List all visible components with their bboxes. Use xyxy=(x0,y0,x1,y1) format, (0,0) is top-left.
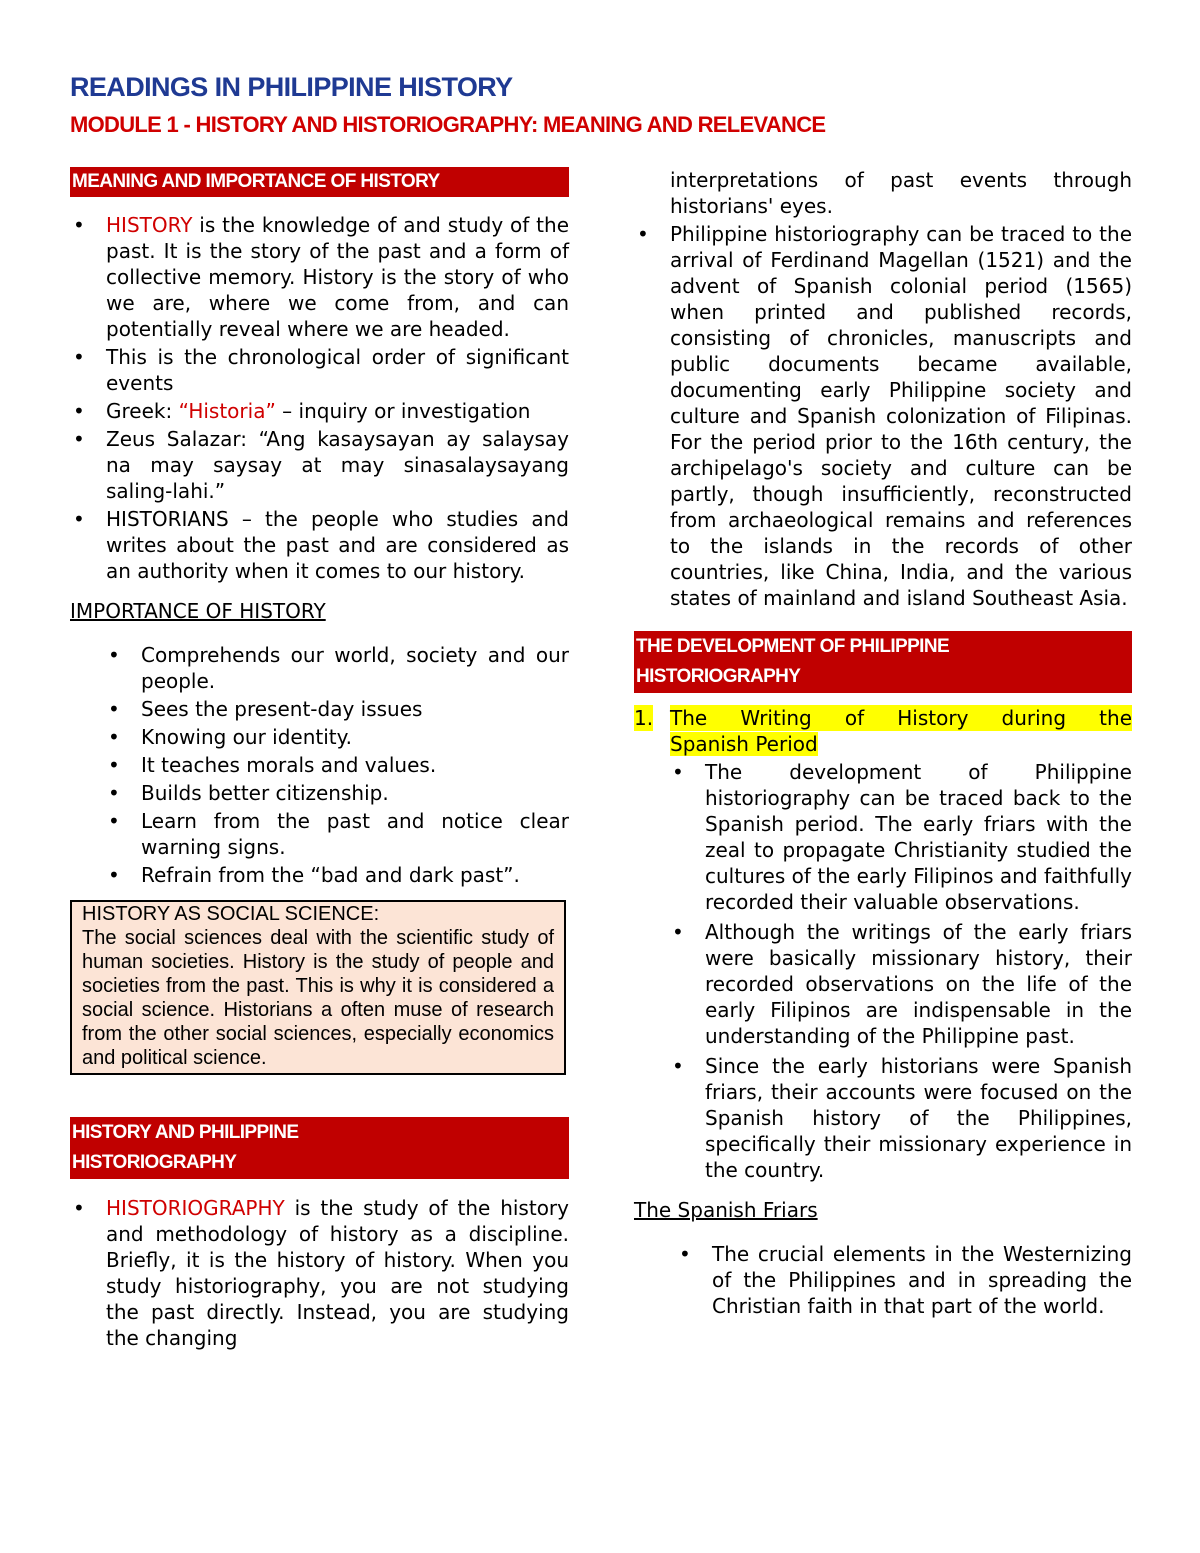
importance-heading: IMPORTANCE OF HISTORY xyxy=(70,599,326,623)
list-item xyxy=(106,212,569,342)
list-item: • Refrain from the “bad and dark past”. xyxy=(141,862,569,888)
list-item: • Although the writings of the early friars were basically missionary history, their recorded observations on the life of the early Filipinos are indispensable in the understanding of the Philippine past. xyxy=(705,919,1132,1049)
numbered-item-spanish-period xyxy=(634,705,1132,757)
importance-list xyxy=(70,642,569,888)
section-heading-meaning: MEANING AND IMPORTANCE OF HISTORY xyxy=(70,167,569,197)
list-item: • Builds better citizenship. xyxy=(141,780,569,806)
list-item: • This is the chronological order of significant events xyxy=(106,344,569,396)
historiography-term: HISTORIOGRAPHY xyxy=(106,1196,285,1220)
heading-line: HISTORIOGRAPHY xyxy=(636,666,801,687)
list-item: • Learn from the past and notice clear warning signs. xyxy=(141,808,569,860)
section-heading-development xyxy=(634,631,1132,693)
item-title: Spanish Period xyxy=(670,732,818,756)
historiography-list xyxy=(70,1195,569,1351)
list-item: • Philippine historiography can be traced to the arrival of Ferdinand Magellan (1521) and the advent of Spanish colonial period (1565) when printed and published records, consisting of chronicles, manuscripts and public documents became available, documenting early Philippine society and culture and Spanish colonization of Filipinas. For the period prior to the 16th century, the archipelago's society and culture can be partly, though insufficiently, reconstructed from archaeological remains and references to the islands in the records of other countries, like China, India, and the various states of mainland and island Southeast Asia. xyxy=(670,221,1132,611)
list-item: • HISTORIANS – the people who studies and writes about the past and are considered as an authority when it comes to our history. xyxy=(106,506,569,584)
list-item: • Sees the present-day issues xyxy=(141,696,569,722)
historiography-list-continued xyxy=(634,167,1132,611)
list-item xyxy=(106,1195,569,1351)
social-science-heading: HISTORY AS SOCIAL SCIENCE: xyxy=(82,903,380,925)
list-item-continued: interpretations of past events through historians' eyes. xyxy=(670,168,1132,218)
spanish-friars-heading: The Spanish Friars xyxy=(634,1198,818,1222)
heading-line: HISTORIOGRAPHY xyxy=(72,1152,237,1173)
development-list xyxy=(634,759,1132,1183)
section-heading-historiography xyxy=(70,1117,569,1179)
list-item: • The development of Philippine historiography can be traced back to the Spanish period. The early friars with the zeal to propagate Christianity studied the cultures of the early Filipinos and faithfully recorded their valuable observations. xyxy=(705,759,1132,915)
spanish-friars-list xyxy=(634,1241,1132,1319)
list-item: • Comprehends our world, society and our people. xyxy=(141,642,569,694)
greek-label: Greek: xyxy=(106,399,179,423)
social-science-body: The social sciences deal with the scientific study of human societies. History is the study of people and societies from the past. This is why it is considered a social science. Historians a often muse of research from the other social sciences, especially economics and political science. xyxy=(82,927,554,1069)
list-item: • The crucial elements in the Westernizing of the Philippines and in spreading the Christian faith in that part of the world. xyxy=(712,1241,1132,1319)
list-item: • Since the early historians were Spanish friars, their accounts were focused on the Spanish history of the Philippines, specifically their missionary experience in the country. xyxy=(705,1053,1132,1183)
history-definition: is the knowledge of and study of the past. It is the story of the past and a form of collective memory. History is the story of who we are, where we come from, and can potentially reveal where we are headed. xyxy=(106,213,569,341)
history-term: HISTORY xyxy=(106,213,193,237)
item-number: 1. xyxy=(634,706,654,730)
list-item: • Knowing our identity. xyxy=(141,724,569,750)
left-column xyxy=(70,167,569,1353)
list-item xyxy=(106,398,569,424)
meaning-list xyxy=(70,212,569,584)
historiography-definition: is the study of the history and methodology of history as a discipline. Briefly, it is the history of history. When you study historiography, you are not studying the past directly. Instead, you are studying the changing xyxy=(106,1196,569,1350)
module-subtitle: MODULE 1 - HISTORY AND HISTORIOGRAPHY: MEANING AND RELEVANCE xyxy=(70,112,826,137)
heading-line: THE DEVELOPMENT OF PHILIPPINE xyxy=(636,636,950,657)
right-column xyxy=(634,167,1132,1319)
historia-term: “Historia” xyxy=(178,399,276,423)
item-title: The Writing of History during the xyxy=(670,706,1132,730)
list-item: • Zeus Salazar: “Ang kasaysayan ay salaysay na may saysay at may sinasalaysayang saling-lahi.” xyxy=(106,426,569,504)
list-item: • It teaches morals and values. xyxy=(141,752,569,778)
historia-meaning: – inquiry or investigation xyxy=(275,399,531,423)
document-title: READINGS IN PHILIPPINE HISTORY xyxy=(70,72,513,102)
heading-line: HISTORY AND PHILIPPINE xyxy=(72,1122,299,1143)
social-science-box xyxy=(70,900,566,1075)
